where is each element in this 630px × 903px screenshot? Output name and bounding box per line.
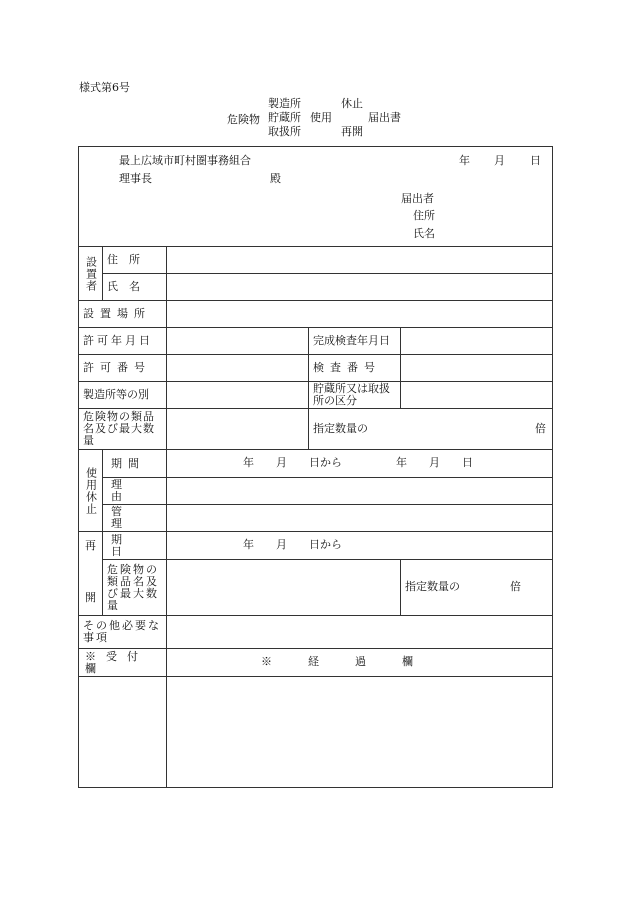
permit-number-label: 許可番号 [79,355,167,382]
suspend-period-value[interactable] [167,450,553,478]
installer-address-value[interactable] [167,247,553,274]
title-action-suspend: 休止 [341,97,363,110]
inspection-date-value[interactable] [401,328,553,355]
suspend-period-label: 期間 [103,450,167,478]
suspend-period-to: 年 月 日 [396,456,473,469]
date-year: 年 [459,154,470,167]
header-cell [79,147,553,247]
resume-date-value[interactable] [167,532,553,560]
resume-hazmat-value[interactable] [167,560,401,616]
other-matters-value[interactable] [167,616,553,649]
date-day: 日 [530,154,541,167]
notifier-name-label: 氏名 [413,227,435,240]
notifier-label: 届出者 [401,192,434,205]
suspend-management-label: 管理 [103,505,167,532]
location-value[interactable] [167,301,553,328]
suspend-group-label: 使用休止 [79,450,103,532]
hazmat-class-label: 危険物の類品名及び最大数量 [79,409,167,450]
installer-address-label: 住 所 [103,247,167,274]
suspend-management-value[interactable] [167,505,553,532]
resume-date-label: 期日 [103,532,167,560]
notifier-address-label: 住所 [413,209,435,222]
inspection-date-label: 完成検査年月日 [309,328,401,355]
resume-group-label [79,532,103,616]
progress-header [167,649,553,677]
progress-header-label: ※経過欄 [261,655,449,668]
suspend-reason-value[interactable] [167,478,553,505]
resume-designated-quantity-times: 倍 [510,580,521,593]
storage-category-label: 貯蔵所又は取扱所の区分 [309,382,401,409]
inspection-number-label: 検査番号 [309,355,401,382]
progress-area[interactable] [167,677,553,788]
title-facility-handling: 取扱所 [268,125,301,138]
resume-label-top: 再 [85,539,96,552]
location-label: 設置場所 [79,301,167,328]
other-matters-label: その他必要な事項 [79,616,167,649]
facility-category-value[interactable] [167,382,309,409]
designated-quantity-cell[interactable] [309,409,553,450]
form-number: 様式第6号 [79,81,130,94]
resume-date-from: 年 月 日から [243,538,342,551]
suspend-period-from: 年 月 日から [243,456,342,469]
installer-group-label: 設置者 [79,247,103,301]
title-prefix: 危険物 [227,113,260,126]
designated-quantity-times: 倍 [535,422,546,435]
title-facility-manufacturing: 製造所 [268,97,301,110]
permit-date-label: 許可年月日 [79,328,167,355]
installer-name-value[interactable] [167,274,553,301]
title-facility-storage: 貯蔵所 [268,111,301,124]
resume-hazmat-label: 危険物の類品名及び最大数量 [103,560,167,616]
suspend-reason-label: 理由 [103,478,167,505]
designated-quantity-label: 指定数量の [313,422,368,435]
storage-category-value[interactable] [401,382,553,409]
resume-label-bottom: 開 [85,591,96,604]
reception-header: ※受付欄 [79,649,167,677]
title-action-use: 使用 [310,111,332,124]
title-suffix: 届出書 [368,111,401,124]
organization-name: 最上広域市町村圏事務組合 [119,154,251,167]
resume-designated-quantity-label: 指定数量の [405,580,460,593]
permit-date-value[interactable] [167,328,309,355]
recipient-honorific: 殿 [270,172,281,185]
date-month: 月 [494,154,505,167]
recipient-title: 理事長 [119,172,152,185]
facility-category-label: 製造所等の別 [79,382,167,409]
reception-area[interactable] [79,677,167,788]
installer-name-label: 氏 名 [103,274,167,301]
title-action-resume: 再開 [341,125,363,138]
notification-form-table [78,146,553,788]
permit-number-value[interactable] [167,355,309,382]
resume-designated-quantity-cell[interactable] [401,560,553,616]
hazmat-class-value[interactable] [167,409,309,450]
inspection-number-value[interactable] [401,355,553,382]
